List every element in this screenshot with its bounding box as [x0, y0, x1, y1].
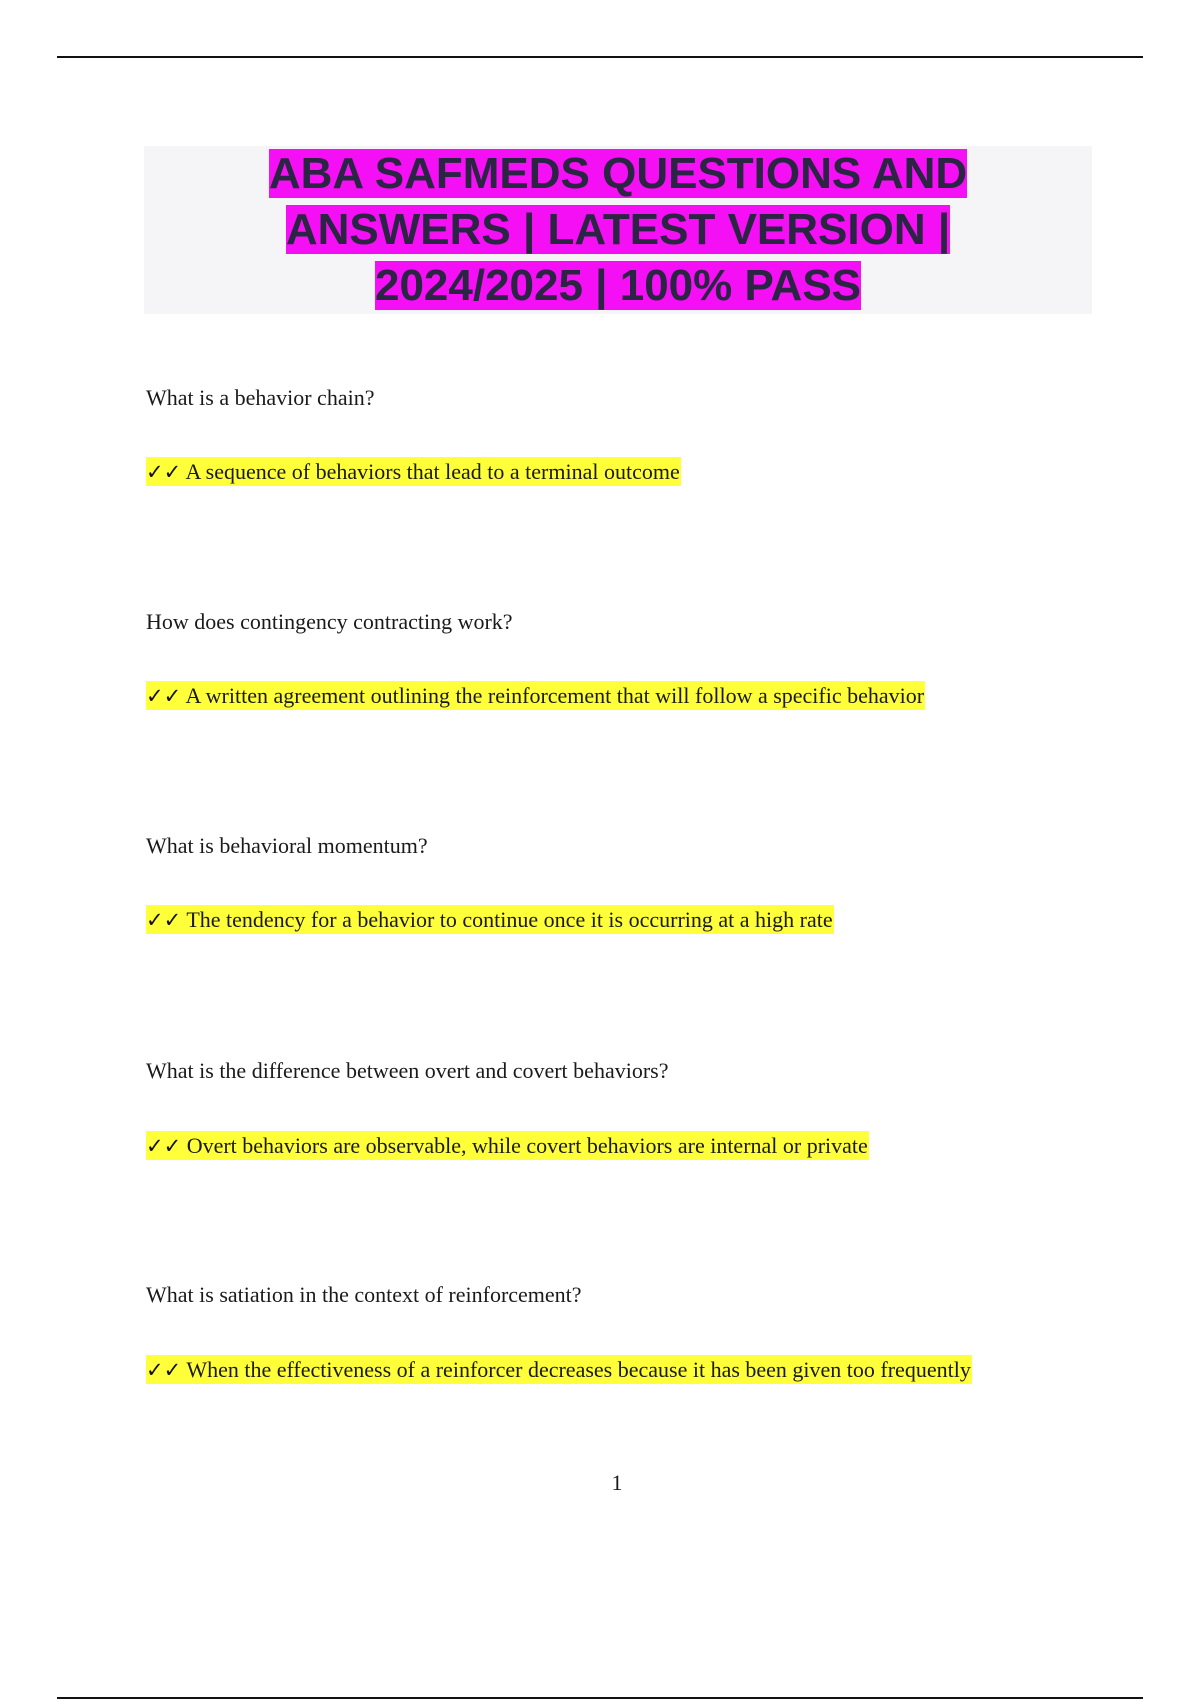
answer-5 — [146, 1356, 972, 1384]
document-title — [208, 146, 1028, 314]
double-check-icon: ✓✓ — [146, 460, 182, 484]
answer-4-highlight — [146, 1131, 869, 1160]
answer-2-text: A written agreement outlining the reinforcement that will follow a specific behavior — [185, 683, 925, 708]
top-rule — [57, 56, 1143, 58]
document-title-text: ABA SAFMEDS QUESTIONS AND ANSWERS | LATEST VERSION | 2024/2025 | 100% PASS — [268, 149, 968, 310]
page-number: 1 — [611, 1470, 623, 1495]
answer-5-highlight — [146, 1355, 972, 1384]
answer-3 — [146, 906, 834, 934]
bottom-rule — [57, 1697, 1143, 1699]
question-4: What is the difference between overt and covert behaviors? — [146, 1058, 669, 1083]
question-5: What is satiation in the context of reinforcement? — [146, 1282, 582, 1307]
answer-3-highlight — [146, 905, 834, 934]
answer-1-highlight — [146, 457, 681, 486]
answer-3-text: The tendency for a behavior to continue once it is occurring at a high rate — [186, 907, 833, 932]
double-check-icon: ✓✓ — [146, 908, 182, 932]
answer-2 — [146, 682, 925, 710]
title-box — [144, 146, 1092, 314]
double-check-icon: ✓✓ — [146, 1358, 182, 1382]
double-check-icon: ✓✓ — [146, 1134, 182, 1158]
answer-4 — [146, 1132, 869, 1160]
answer-4-text: Overt behaviors are observable, while covert behaviors are internal or private — [186, 1133, 868, 1158]
question-3: What is behavioral momentum? — [146, 833, 428, 858]
double-check-icon: ✓✓ — [146, 684, 182, 708]
answer-5-text: When the effectiveness of a reinforcer decreases because it has been given too frequently — [186, 1357, 971, 1382]
answer-1-text: A sequence of behaviors that lead to a terminal outcome — [185, 459, 680, 484]
answer-1 — [146, 458, 681, 486]
question-1: What is a behavior chain? — [146, 385, 375, 410]
question-2: How does contingency contracting work? — [146, 609, 513, 634]
answer-2-highlight — [146, 681, 925, 710]
